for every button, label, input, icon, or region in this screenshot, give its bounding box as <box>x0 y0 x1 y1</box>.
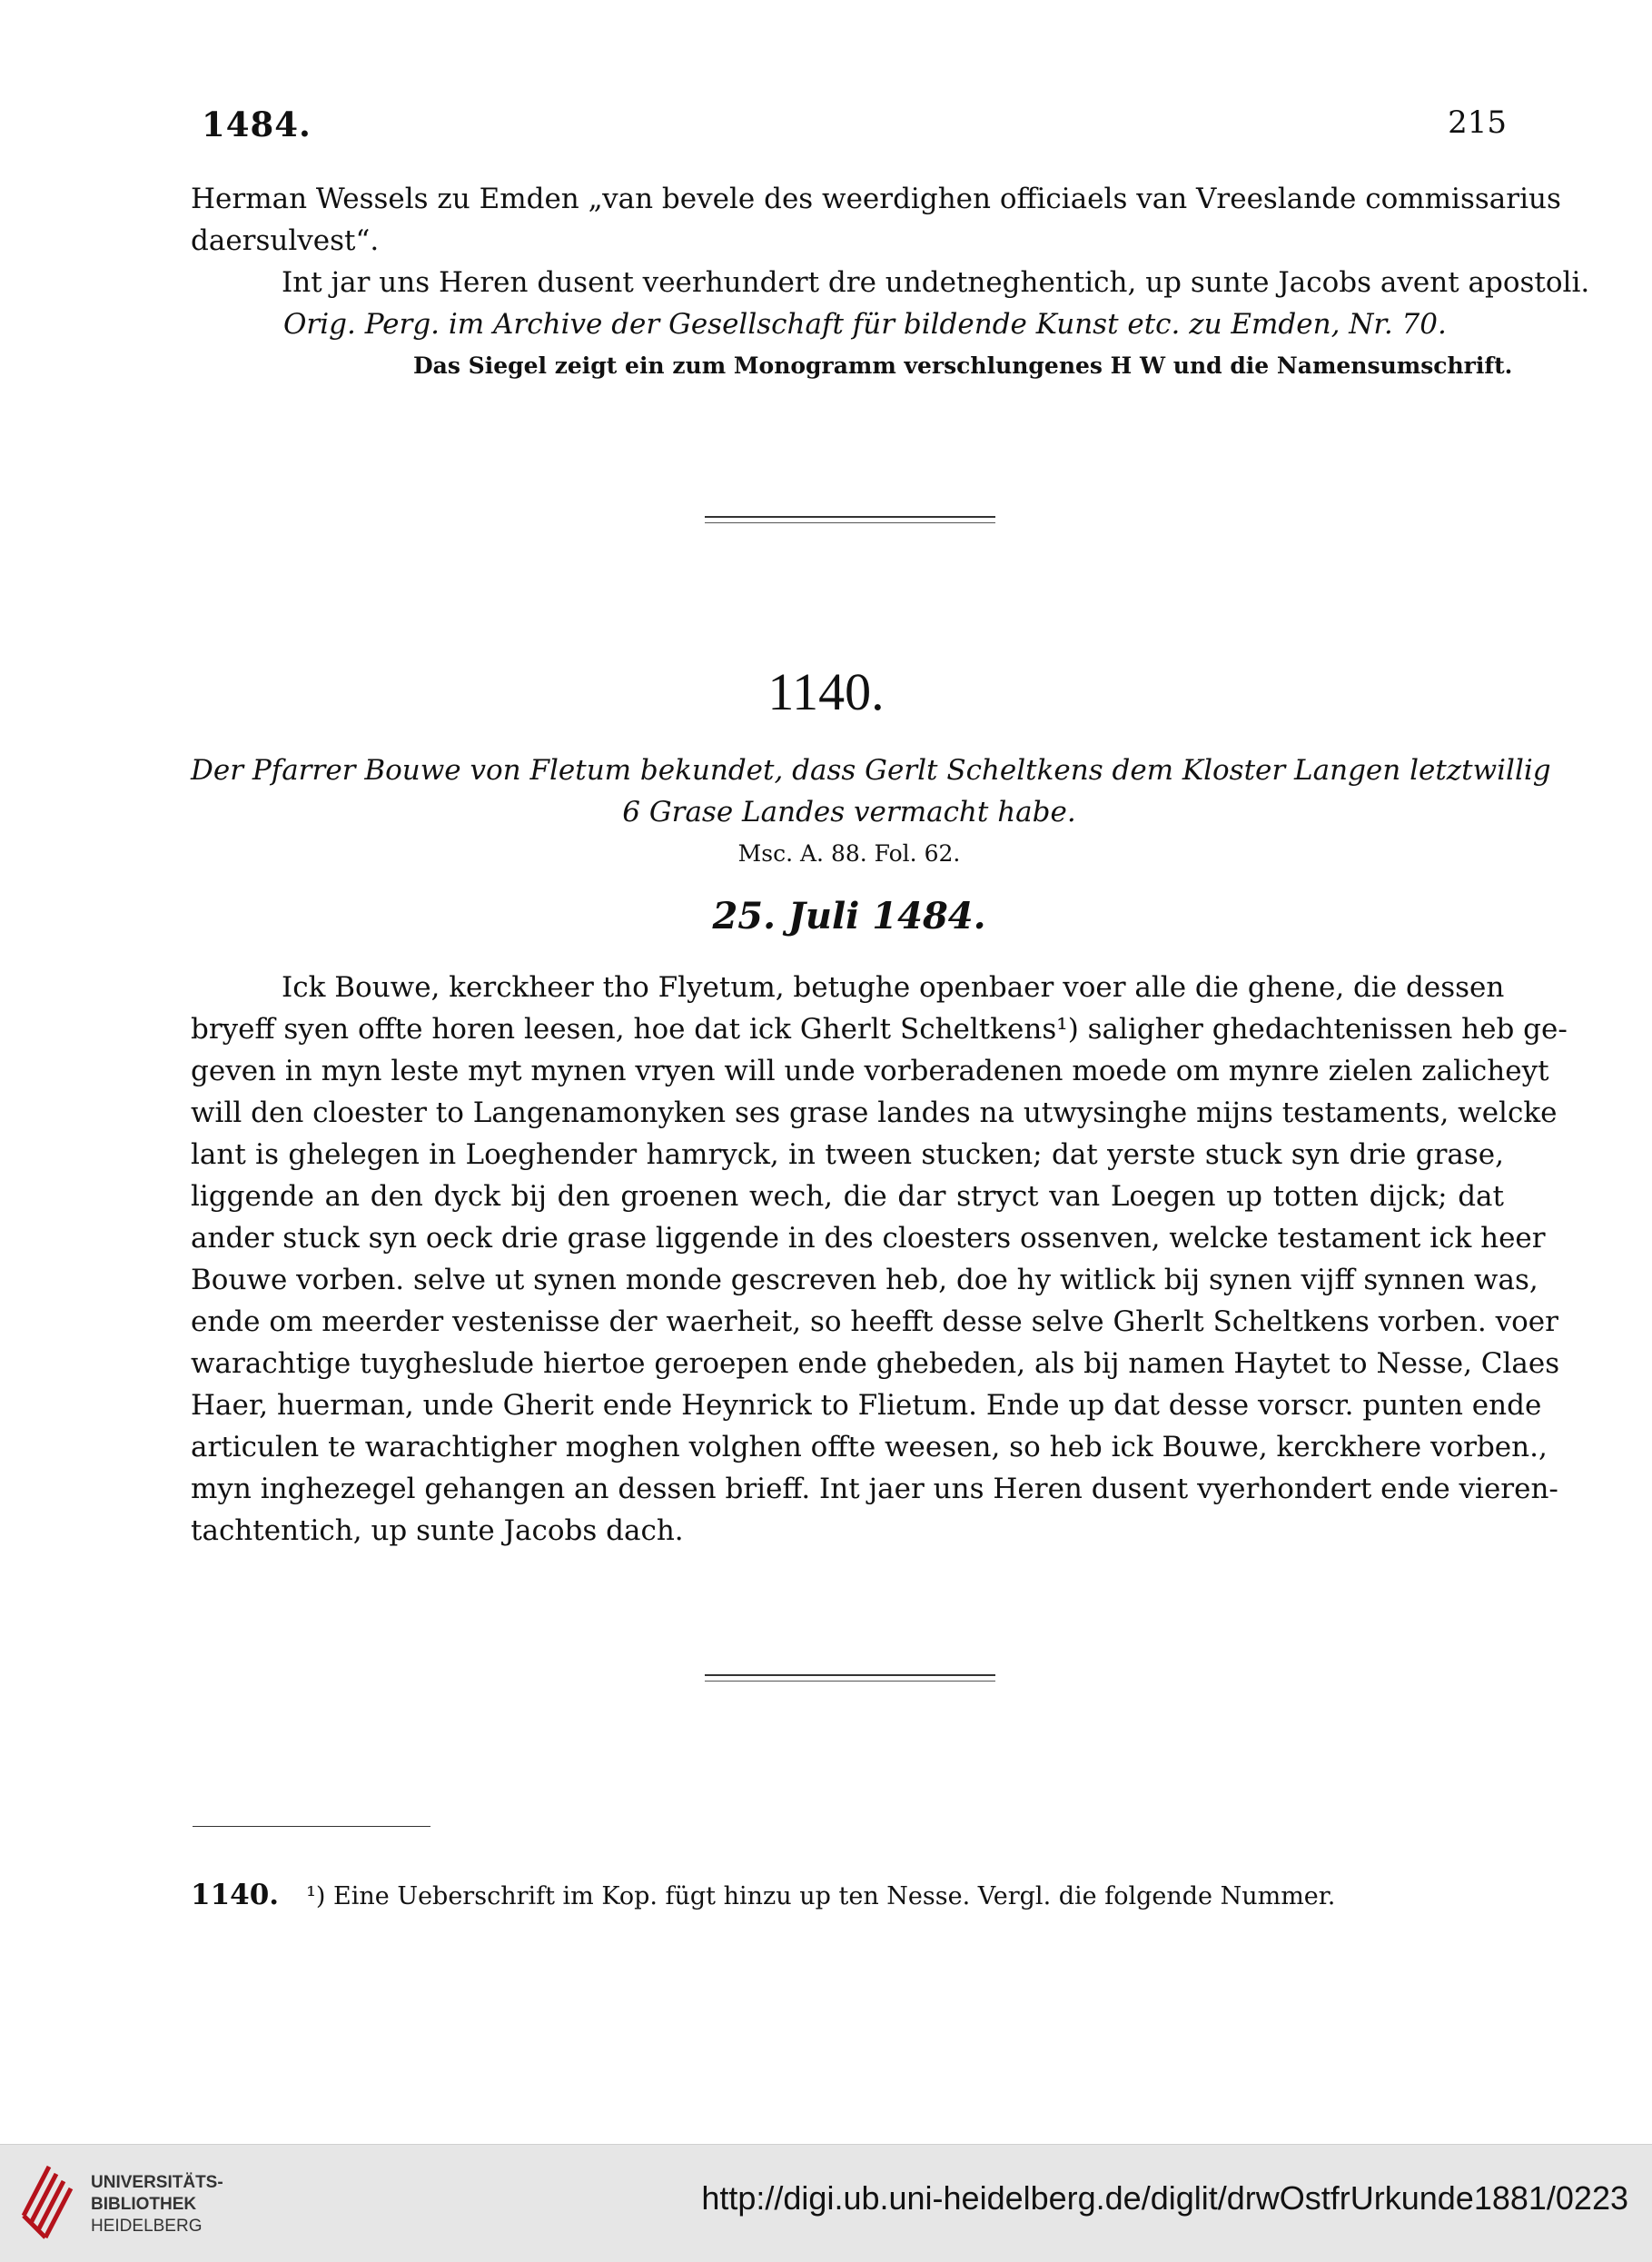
page-number: 215 <box>1448 104 1507 141</box>
body-line-8: Bouwe vorben. selve ut synen monde gescreven heb, doe hy witlick bij synen vijff synnen was, <box>191 1264 1538 1296</box>
body-line-1: Ick Bouwe, kerckheer tho Flyetum, betughe openbaer voer alle die ghene, die dessen <box>282 971 1505 1004</box>
seal-note: Das Siegel zeigt ein zum Monogramm verschlungenes H W und die Namensumschrift. <box>413 352 1513 379</box>
summary-line-1: Der Pfarrer Bouwe von Fletum bekundet, dass Gerlt Scheltkens dem Kloster Langen letztwillig <box>191 754 1551 787</box>
footnote <box>191 1879 1335 1911</box>
separator-rule <box>705 516 995 518</box>
prev-source-reference: Orig. Perg. im Archive der Gesellschaft für bildende Kunst etc. zu Emden, Nr. 70. <box>283 308 1447 341</box>
body-line-4: will den cloester to Langenamonyken ses grase landes na utwysinghe mijns testaments, welcke <box>191 1096 1558 1129</box>
prev-text-line-3: Int jar uns Heren dusent veerhundert dre undetneghentich, up sunte Jacobs avent apostoli. <box>282 266 1590 299</box>
body-line-5: lant is ghelegen in Loeghender hamryck, in tween stucken; dat yerste stuck syn drie grase, <box>191 1138 1504 1171</box>
document-date: 25. Juli 1484. <box>712 895 986 938</box>
running-header-year: 1484. <box>202 104 312 144</box>
footnote-text: ¹) Eine Ueberschrift im Kop. fügt hinzu up ten Nesse. Vergl. die folgende Nummer. <box>306 1882 1336 1910</box>
body-line-13: myn inghezegel gehangen an dessen brieff. Int jaer uns Heren dusent vyerhondert ende vieren- <box>191 1473 1558 1505</box>
body-line-14: tachtentich, up sunte Jacobs dach. <box>191 1514 684 1547</box>
body-line-12: articulen te warachtigher moghen volghen offte weesen, so heb ick Bouwe, kerckhere vorben., <box>191 1431 1548 1463</box>
separator-rule-lower <box>705 1674 995 1676</box>
separator-rule-thin <box>705 522 995 523</box>
body-line-3: geven in myn leste myt mynen vryen will unde vorberadenen moede om mynre zielen zalicheyt <box>191 1055 1549 1087</box>
body-line-11: Haer, huerman, unde Gherit ende Heynrick to Flietum. Ende up dat desse vorscr. punten ende <box>191 1389 1542 1422</box>
library-name-line-3: HEIDELBERG <box>91 2217 203 2236</box>
footnote-rule <box>193 1826 430 1827</box>
prev-text-line-2: daersulvest“. <box>191 224 380 257</box>
body-line-9: ende om meerder vestenisse der waerheit, so heefft desse selve Gherlt Scheltkens vorben. voer <box>191 1305 1558 1338</box>
body-line-10: warachtige tuygheslude hiertoe geroepen ende ghebeden, als bij namen Haytet to Nesse, Claes <box>191 1347 1560 1380</box>
document-number: 1140. <box>767 662 885 721</box>
library-name-line-2: BIBLIOTHEK <box>91 2195 197 2214</box>
body-line-6: liggende an den dyck bij den groenen wech, die dar stryct van Loegen up totten dijck; dat <box>191 1180 1504 1213</box>
library-logo-icon <box>18 2158 76 2248</box>
body-line-7: ander stuck syn oeck drie grase liggende in des cloesters ossenven, welcke testament ick heer <box>191 1222 1546 1255</box>
footnote-doc-number: 1140. <box>191 1879 280 1911</box>
body-line-2: bryeff syen offte horen leesen, hoe dat ick Gherlt Scheltkens¹) saligher ghedachtenissen heb ge- <box>191 1013 1568 1046</box>
viewer-footer <box>0 2144 1652 2262</box>
prev-text-line-1: Herman Wessels zu Emden „van bevele des weerdighen officiaels van Vreeslande commissarius <box>191 183 1561 215</box>
permalink-url[interactable]: http://digi.ub.uni-heidelberg.de/diglit/drwOstfrUrkunde1881/0223 <box>701 2179 1628 2217</box>
library-name-line-1: UNIVERSITÄTS- <box>91 2173 223 2192</box>
separator-rule-lower-thin <box>705 1681 995 1682</box>
summary-line-2: 6 Grase Landes vermacht habe. <box>622 796 1076 828</box>
library-name <box>91 2172 223 2237</box>
manuscript-reference: Msc. A. 88. Fol. 62. <box>737 840 961 867</box>
